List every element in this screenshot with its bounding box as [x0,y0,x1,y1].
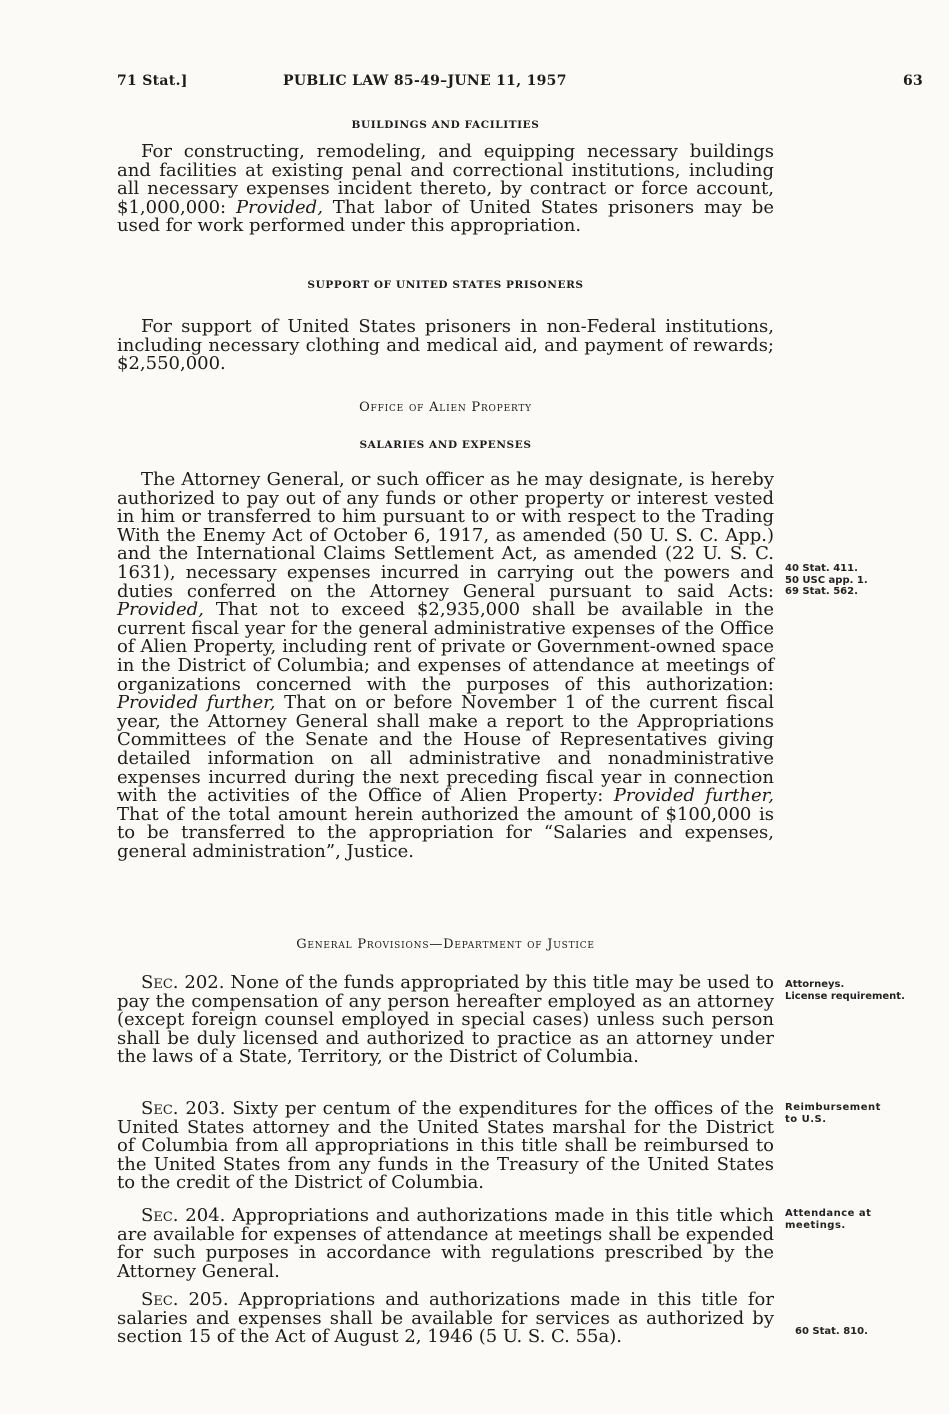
sec-203-text: Sixty per centum of the expenditures for the offices of the United States attorney and the United States marshal for the District of Columbia from all appropriations in this title shall be reimbursed to the United States from any funds in the Treasury of the United States to the credit of the District of Columbia. [117,1098,774,1194]
support-paragraph [117,318,774,374]
margin-note-citations [785,563,925,598]
sec-205-text: Appropriations and authorizations made in this title for salaries and expenses shall be available for services as authorized by section 15 of the Act of August 2, 1946 (5 U. S. C. 55a). [117,1289,774,1348]
alien-property-paragraph [117,471,774,861]
margin-note-attorneys [785,979,925,1002]
alien-text-4: That of the total amount herein authorized the amount of $100,000 is to be transferred to the appropriation for “Salaries and expenses, general administration”, Justice. [117,803,774,862]
buildings-provided: Provided, [236,196,323,218]
margin-citation-69-stat: 69 Stat. 562. [785,586,858,597]
heading-alien-property: Office of Alien Property [359,400,532,415]
heading-support: SUPPORT OF UNITED STATES PRISONERS [307,279,584,291]
heading-buildings: BUILDINGS AND FACILITIES [351,119,540,131]
sec-204-label: Sec. 204. [141,1205,226,1226]
sec-205-paragraph [117,1291,774,1347]
heading-general-provisions: General Provisions—Department of Justice [296,937,595,952]
margin-note-60-stat: 60 Stat. 810. [795,1326,868,1337]
sec-202-label: Sec. 202. [141,972,225,993]
running-head-citation: 71 Stat.] [117,73,188,89]
sec-202-text: None of the funds appropriated by this title may be used to pay the compensation of any person hereafter employed as an attorney (except foreign counsel employed in special cases) unless such person shall be duly licensed and authorized to practice as an attorney under the laws of a State, Territory, or the District of Columbia. [117,972,774,1068]
sec-205-label: Sec. 205. [141,1289,229,1310]
margin-meetings: meetings. [785,1219,846,1231]
margin-citation-50-usc: 50 USC app. 1. [785,574,868,586]
margin-attendance: Attendance at [785,1208,872,1219]
margin-attorneys: Attorneys. [785,979,845,990]
alien-provided-3: Provided further, [613,785,774,807]
margin-citation-40-stat: 40 Stat. 411. [785,563,858,574]
alien-text-1: The Attorney General, or such officer as he may designate, is hereby authorized to pay out of any funds or other property or interest vested in him or transferred to him pursuant to or with respect to the Trading With the Enemy Act of October 6, 1917, as amended (50 U. S. C. App.) and the International Claims Settlement Act, as amended (22 U. S. C. 1631), necessary expenses incurred in carrying out the powers and duties conferred on the Attorney General pursuant to said Acts: [117,469,774,602]
sec-203-paragraph [117,1100,774,1193]
margin-reimbursement: Reimbursement [785,1102,881,1113]
running-head-title: PUBLIC LAW 85-49–JUNE 11, 1957 [283,73,567,89]
alien-text-3: That on or before November 1 of the current fiscal year, the Attorney General shall make a report to the Appropriations Committees of the Senate and the House of Representatives giving detailed information on all administrative and nonadministrative expenses incurred during the next preceding fiscal year in connection with the activities of the Office of Alien Property: [117,692,774,807]
sec-204-text: Appropriations and authorizations made in this title which are available for expenses of attendance at meetings shall be expended for such purposes in accordance with regulations prescribed by the Attorney General. [117,1205,774,1282]
support-text: For support of United States prisoners in non-Federal institutions, including necessary clothing and medical aid, and payment of rewards; $2,550,000. [117,316,774,375]
page-number: 63 [903,73,924,89]
margin-to-us: to U.S. [785,1113,827,1125]
alien-provided-2: Provided further, [117,692,276,714]
sec-202-paragraph [117,974,774,1067]
buildings-text-pre: For constructing, remodeling, and equipping necessary buildings and facilities at existing penal and correctional institutions, including all necessary expenses incident thereto, by contract or force account, $1,000,000: [117,141,774,218]
margin-note-attendance [785,1208,925,1231]
margin-note-reimbursement [785,1102,925,1125]
heading-salaries: SALARIES AND EXPENSES [359,439,532,451]
buildings-text-post: That labor of United States prisoners may be used for work performed under this appropriation. [117,196,774,237]
sec-203-label: Sec. 203. [141,1098,226,1119]
margin-license: License requirement. [785,990,905,1002]
buildings-paragraph [117,143,774,236]
alien-text-2: That not to exceed $2,935,000 shall be available in the current fiscal year for the general administrative expenses of the Office of Alien Property, including rent of private or Government-owned space in the District of Columbia; and expenses of attendance at meetings of organizations concerned with the purposes of this authorization: [117,599,774,695]
alien-provided-1: Provided, [117,599,204,621]
sec-204-paragraph [117,1207,774,1281]
